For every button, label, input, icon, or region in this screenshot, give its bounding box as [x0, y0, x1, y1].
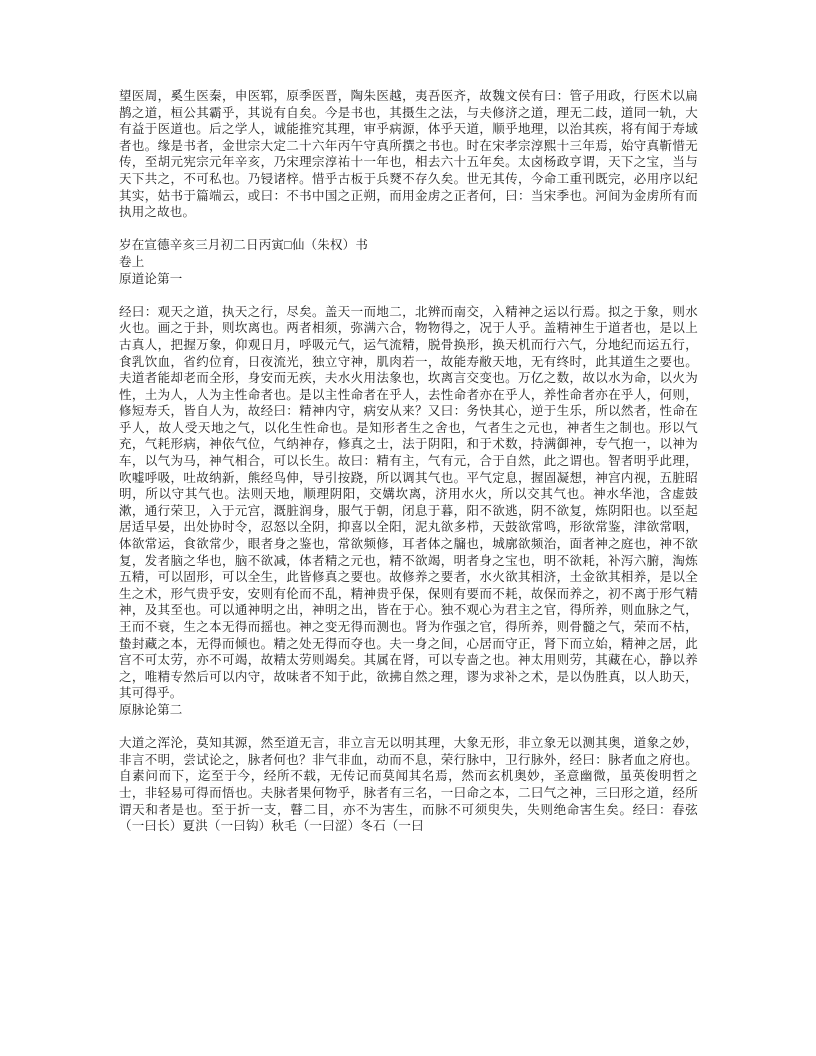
- section-body-yuanmai: 大道之浑沦，莫知其源，然至道无言，非立言无以明其理，大象无形，非立象无以测其奥，道象之妙，非言不明，尝试论之，脉者何也？非气非血，动而不息，荣行脉中，卫行脉外，经曰：脉者血之府也。自素问而下，迄至于今，经所不载，无传记而莫闻其名焉，然而玄机奥妙，圣意幽微，虽英俊明哲之士，非轻易可得而悟也。夫脉者果何物乎，脉者有三名，一曰命之本，二曰气之神，三曰形之道，经所谓天和者是也。至于折一支，瞽二目，亦不为害生，而脉不可须臾失，失则绝命害生矣。经曰：春弦（一曰长）夏洪（一曰钩）秋毛（一曰涩）冬石（一曰: [119, 736, 698, 834]
- signature-line: 岁在宣德辛亥三月初二日丙寅□仙（朱权）书: [119, 238, 369, 253]
- section-title-yuandao: 原道论第一: [119, 271, 183, 286]
- volume-title: 卷上: [119, 254, 145, 269]
- preface-paragraph: 望医周，奚生医秦，申医郓，原季医晋，陶朱医越，夷吾医齐，故魏文侯有曰：管子用政，行医术以扁鹊之道，桓公其霸乎，其说有自矣。今是书也，其摄生之法，与夫修济之道，理无二歧，道同一轨，大有益于医道也。后之学人，诚能推究其理，审乎病源，体乎天道，顺乎地理，以治其疾，将有闻于寿域者也。缘是书者，金世宗大定二十六年丙午守真所撰之书也。时在宋孝宗淳熙十三年焉，始守真靳惜无传，至胡元宪宗元年辛亥，乃宋理宗淳祐十一年也，相去六十五年矣。太卤杨政亨谓，天下之宝，当与天下共之，不可私也。乃锓诸梓。惜乎古板于兵燹不存久矣。世无其传，今命工重刊既完，必用序以纪其实，姑书于篇端云，或曰：不书中国之正朔，而用金虏之正者何，曰：当宋季也。河间为金虏所有而执用之故也。: [119, 89, 698, 220]
- section-title-yuanmai: 原脉论第二: [119, 702, 183, 717]
- section-body-yuandao: 经曰：观天之道，执天之行，尽矣。盖天一而地二，北辨而南交，入精神之运以行焉。拟之于象，则水火也。画之于卦，则坎离也。两者相须，弥满六合，物物得之，况于人乎。盖精神生于道者也，是以上古真人，把握万象，仰观日月，呼吸元气，运气流精，脱骨换形，换天机而行六气，分地纪而运五行，食乳饮血，省约位育，日夜流光，独立守神，肌肉若一，故能寿敝天地，无有终时，此其道生之要也。夫道者能却老而全形，身安而无疾，夫水火用法象也，坎离言交变也。万亿之数，故以水为命，以火为性，土为人，人为主性命者也。是以主性命者在乎人，去性命者亦在乎人，养性命者亦在乎人，何则，修短寿夭，皆自人为，故经曰：精神内守，病安从来？又曰：务快其心，逆于生乐，所以然者，性命在乎人，故人受天地之气，以化生性命也。是知形者生之舍也，气者生之元也，神者生之制也。形以气充，气耗形病，神依气位，气纳神存，修真之士，法于阴阳，和于术数，持满御神，专气抱一，以神为车，以气为马，神气相合，可以长生。故曰：精有主，气有元，合于自然，此之谓也。智者明乎此理，吹嘘呼吸，吐故纳新，熊经鸟伸，导引按跷，所以调其气也。平气定息，握固凝想，神宫内视，五脏昭明，所以守其气也。法则天地，顺理阴阳，交媾坎离，济用水火，所以交其气也。神水华池，含虚鼓漱，通行荣卫，入于元宫，溉脏润身，服气于朝，闭息于暮，阳不欲逃，阴不欲复，炼阴阳也。以至起居适早晏，出处协时令，忍怒以全阴，抑喜以全阳，泥丸欲多栉，天鼓欲常鸣，形欲常鉴，津欲常咽，体欲常运，食欲常少，眼者身之鉴也，常欲频修，耳者体之牖也，城廓欲频治，面者神之庭也，神不欲复，发者脑之华也，脑不欲减，体者精之元也，精不欲竭，明者身之宝也，明不欲耗，补泻六腑，淘炼五精，可以固形，可以全生，此皆修真之要也。故修养之要者，水火欲其相济，土金欲其相养，是以全生之术，形气贵乎安，安则有伦而不乱，精神贵乎保，保则有要而不耗，故保而养之，初不离于形气精神，及其至也。可以通神明之出，神明之出，皆在于心。独不观心为君主之官，得所养，则血脉之气，王而不衰，生之本无得而摇也。神之变无得而测也。肾为作强之官，得所养，则骨髓之气，荣而不枯，蛰封藏之本，无得而倾也。精之处无得而夺也。夫一身之间，心居而守正，肾下而立始，精神之居，此宫不可太劳，亦不可竭，故精太劳则竭矣。其属在肾，可以专啬之也。神太用则劳，其藏在心，静以养之，唯精专然后可以内守，故味者不知于此，欲拂自然之理，谬为求补之术，是以伪胜真，以人助天，其可得乎。: [119, 304, 698, 701]
- text-block: [119, 88, 698, 835]
